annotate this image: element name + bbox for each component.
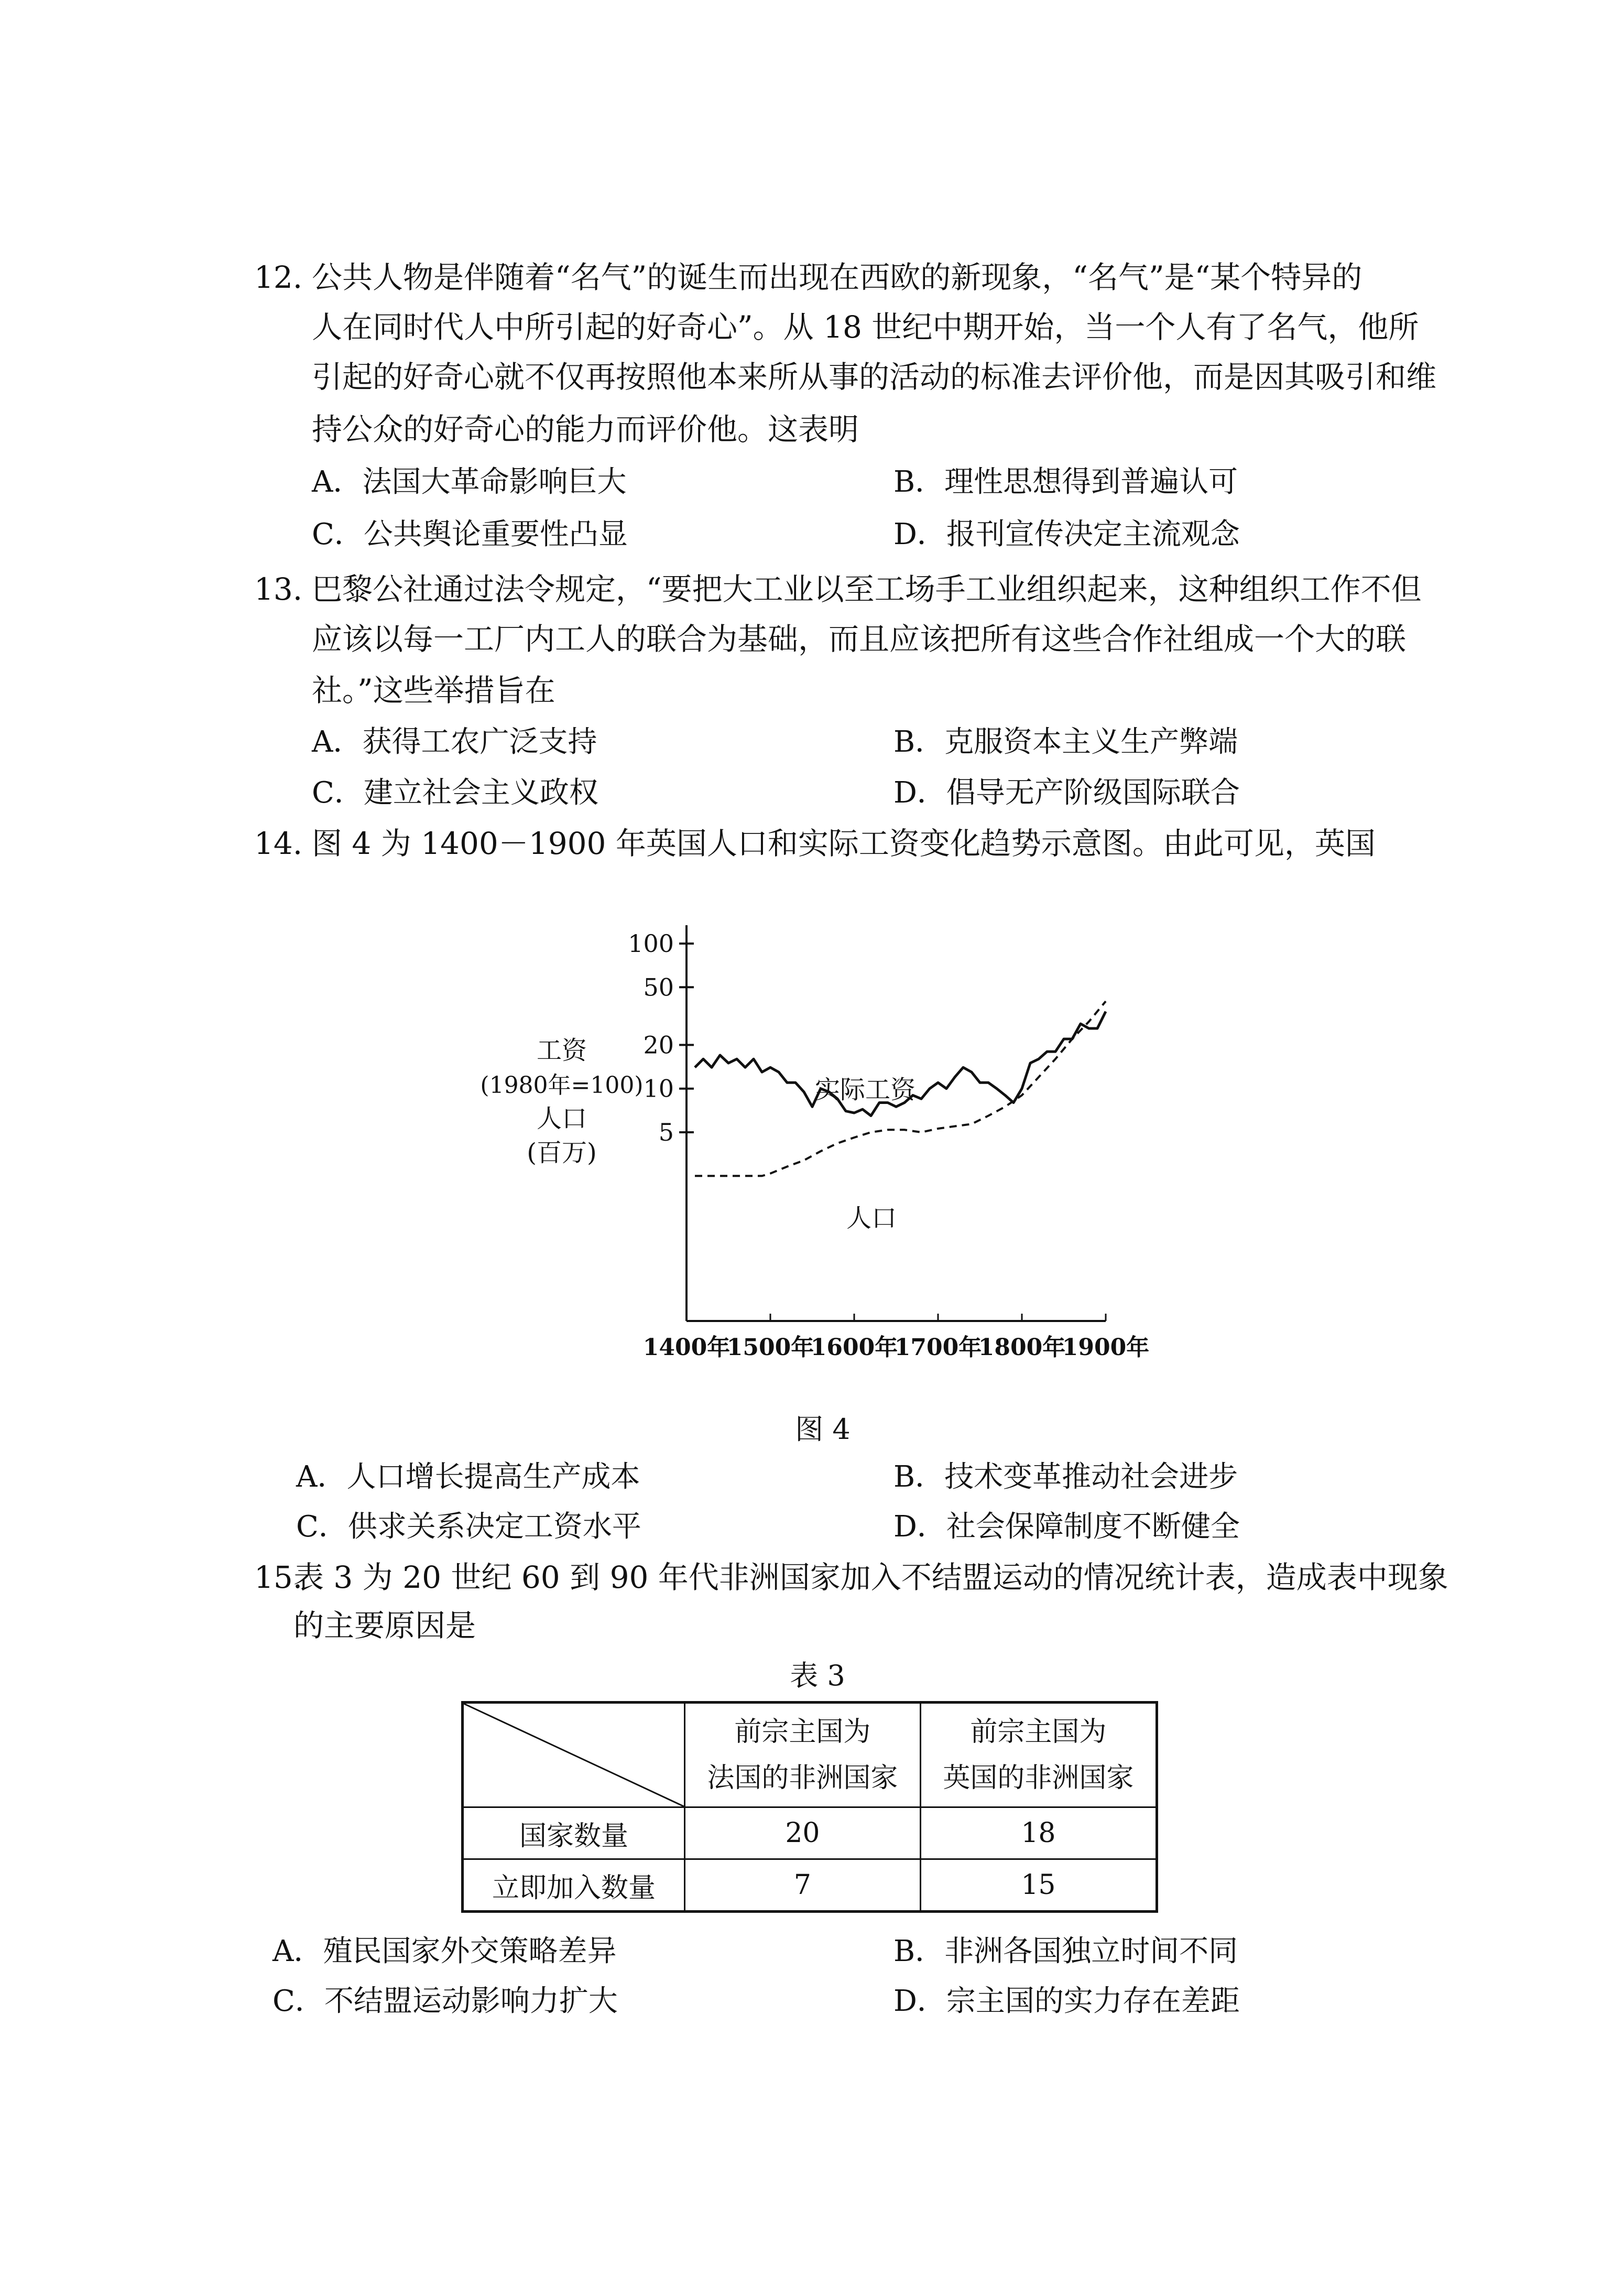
table-header-britain [920, 1703, 1157, 1807]
x-tick-label: 1800年 [978, 1334, 1066, 1361]
table-header-line: 法国的非洲国家 [707, 1762, 898, 1794]
q15-line: 的主要原因是 [293, 1608, 476, 1643]
q12-option-d: D．报刊宣传决定主流观念 [893, 517, 1240, 551]
y-axis-label: (百万) [527, 1138, 597, 1167]
statistics-table [461, 1701, 1158, 1913]
table-row-label: 国家数量 [463, 1807, 685, 1859]
table-cell: 20 [685, 1807, 921, 1859]
q15-line: 表 3 为 20 世纪 60 到 90 年代非洲国家加入不结盟运动的情况统计表，造成表中现象 [293, 1559, 1448, 1595]
population-series-label: 人口 [846, 1204, 897, 1233]
q12-option-a: A．法国大革命影响巨大 [312, 465, 627, 499]
table-header-line: 英国的非洲国家 [943, 1762, 1134, 1794]
q12-option-b: B．理性思想得到普遍认可 [893, 465, 1238, 499]
q15-option-a: A．殖民国家外交策略差异 [273, 1934, 617, 1968]
q14-line: 图 4 为 1400－1900 年英国人口和实际工资变化趋势示意图。由此可见，英国 [312, 826, 1376, 861]
table-title: 表 3 [790, 1659, 845, 1692]
q13-option-c: C．建立社会主义政权 [312, 776, 598, 810]
q12-option-c: C．公共舆论重要性凸显 [312, 517, 628, 551]
table-header-line: 前宗主国为 [734, 1716, 871, 1748]
y-tick-label: 20 [643, 1031, 674, 1059]
y-axis-label: 人口 [536, 1104, 587, 1133]
q12-line: 引起的好奇心就不仅再按照他本来所从事的活动的标准去评价他，而是因其吸引和维 [312, 359, 1437, 395]
q12-line: 公共人物是伴随着“名气”的诞生而出现在西欧的新现象，“名气”是“某个特异的 [312, 259, 1363, 295]
q15-option-b: B．非洲各国独立时间不同 [893, 1934, 1238, 1968]
q13-number: 13. [254, 571, 303, 607]
x-tick-label: 1500年 [726, 1334, 814, 1361]
q13-line: 社。”这些举措旨在 [312, 673, 555, 708]
y-tick-label: 5 [658, 1118, 674, 1146]
x-tick-label: 1700年 [894, 1334, 982, 1361]
q14-option-d: D．社会保障制度不断健全 [893, 1510, 1240, 1544]
q14-option-a: A．人口增长提高生产成本 [296, 1460, 640, 1494]
q12-line: 持公众的好奇心的能力而评价他。这表明 [312, 411, 859, 447]
q13-line: 应该以每一工厂内工人的联合为基础，而且应该把所有这些合作社组成一个大的联 [312, 621, 1407, 657]
table-corner-cell [463, 1703, 685, 1807]
figure-caption: 图 4 [795, 1413, 851, 1446]
table-header-line: 前宗主国为 [970, 1716, 1107, 1748]
table-cell: 15 [920, 1859, 1157, 1912]
q12-line: 人在同时代人中所引起的好奇心”。从 18 世纪中期开始，当一个人有了名气，他所 [312, 309, 1419, 345]
y-tick-label: 10 [643, 1074, 674, 1103]
x-tick-label: 1400年 [642, 1334, 731, 1361]
q14-option-c: C．供求关系决定工资水平 [296, 1510, 641, 1544]
table-row-label: 立即加入数量 [463, 1859, 685, 1912]
real-wage-series-label: 实际工资 [815, 1075, 916, 1104]
q15-number: 15. [254, 1559, 303, 1595]
q15-option-d: D．宗主国的实力存在差距 [893, 1984, 1240, 2018]
q13-option-b: B．克服资本主义生产弊端 [893, 725, 1238, 759]
y-tick-label: 50 [643, 973, 674, 1002]
table-header-france [685, 1703, 921, 1807]
q13-line: 巴黎公社通过法令规定，“要把大工业以至工场手工业组织起来，这种组织工作不但 [312, 571, 1422, 607]
q12-number: 12. [254, 259, 303, 295]
q13-option-d: D．倡导无产阶级国际联合 [893, 776, 1240, 810]
q15-option-c: C．不结盟运动影响力扩大 [273, 1984, 618, 2018]
y-axis-label: 工资 [536, 1036, 587, 1065]
x-tick-label: 1900年 [1062, 1334, 1150, 1361]
q14-option-b: B．技术变革推动社会进步 [893, 1460, 1238, 1494]
y-tick-label: 100 [628, 929, 674, 958]
q14-number: 14. [254, 826, 303, 861]
table-cell: 18 [920, 1807, 1157, 1859]
q13-option-a: A．获得工农广泛支持 [312, 725, 597, 759]
x-tick-label: 1600年 [810, 1334, 898, 1361]
y-axis-label: (1980年=100) [480, 1072, 644, 1099]
population-wage-chart [451, 891, 1184, 1389]
table-cell: 7 [685, 1859, 921, 1912]
